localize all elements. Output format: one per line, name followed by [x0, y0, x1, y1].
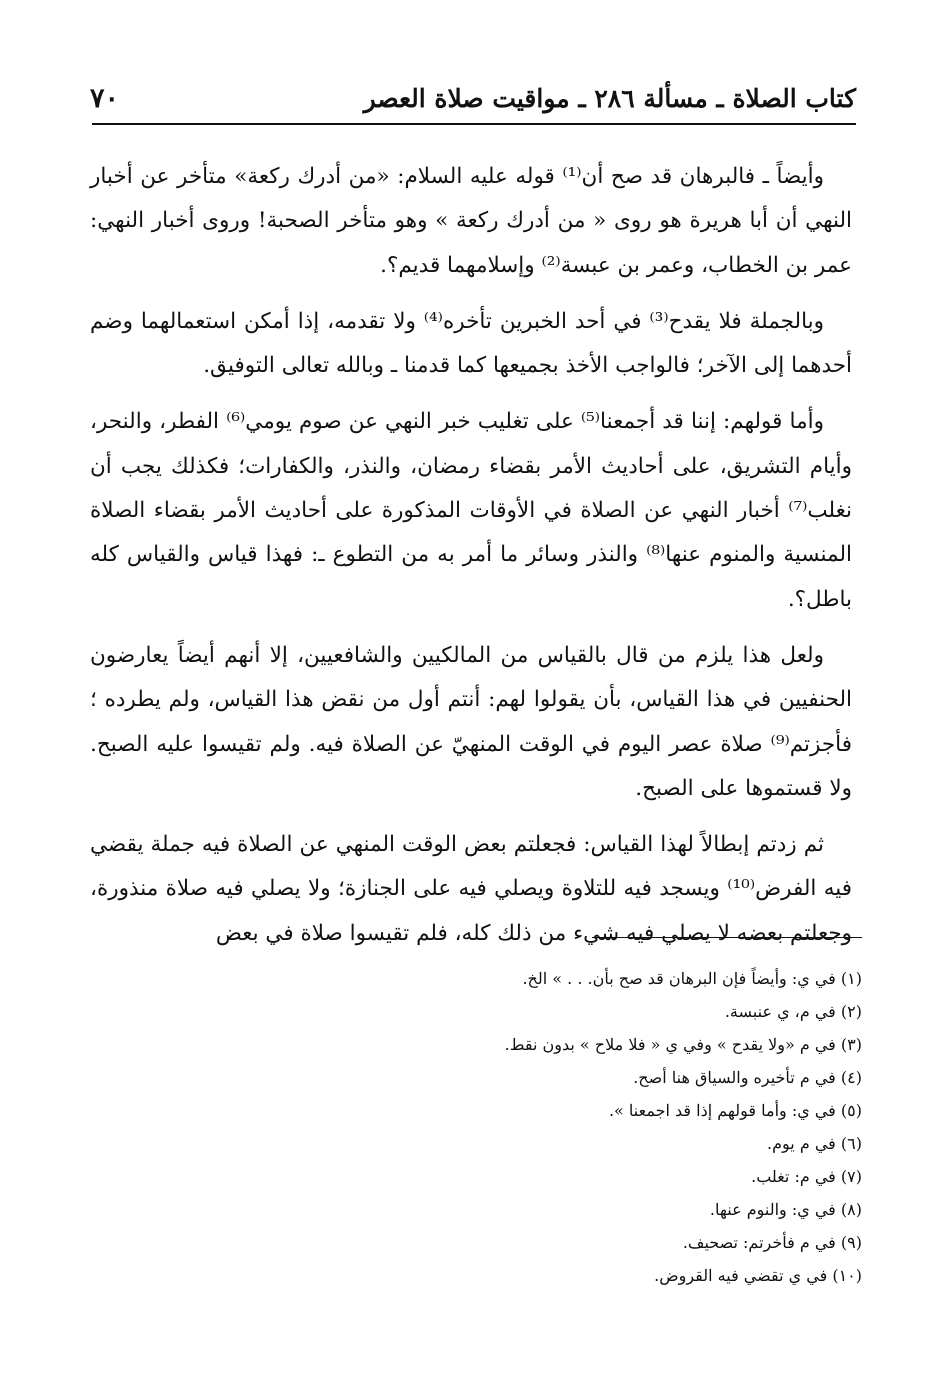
paragraph: ثم زدتم إبطالاً لهذا القياس: فجعلتم بعض الوقت المنهي عن الصلاة فيه جملة يقضي فيه الفرض⁽¹⁰⁾ ويسجد فيه للتلاوة ويصلي فيه على الجنازة؛ ولا يصلي فيه صلاة منذورة، وجعلتم بعضه لا يصلي فيه شيء من ذلك كله، فلم تقيسوا صلاة في بعض [90, 832, 852, 946]
footnote: (٨) في ي: والنوم عنها. [709, 1200, 862, 1219]
footnotes [302, 962, 862, 1292]
header-rule [92, 123, 856, 125]
footnote: (٣) في م «ولا يقدح » وفي ي « فلا ملاح » بدون نقط. [504, 1035, 862, 1054]
paragraph: وبالجملة فلا يقدح⁽³⁾ في أحد الخبرين تأخره⁽⁴⁾ ولا تقدمه، إذا أمكن استعمالهما وضم أحدهما إلى الآخر؛ فالواجب الأخذ بجميعها كما قدمنا ـ وبالله تعالى التوفيق. [90, 308, 852, 379]
paragraph: ولعل هذا يلزم من قال بالقياس من المالكيين والشافعيين، إلا أنهم أيضاً يعارضون الحنفيين في هذا القياس، بأن يقولوا لهم: أنتم أول من نقض هذا القياس، ولم يطرده ؛ فأجزتم⁽⁹⁾ صلاة عصر اليوم في الوقت المنهيّ عن الصلاة فيه. ولم تقيسوا عليه الصبح. ولا قستموها على الصبح. [90, 642, 852, 801]
paragraph: وأيضاً ـ فالبرهان قد صح أن⁽¹⁾ قوله عليه السلام: «من أدرك ركعة» متأخر عن أخبار النهي أن أبا هريرة هو روى « من أدرك ركعة » وهو متأخر الصحبة! وروى أخبار النهي: عمر بن الخطاب، وعمر بن عبسة⁽²⁾ وإسلامهما قديم؟. [90, 164, 852, 278]
page-header [90, 78, 856, 118]
footnote: (٥) في ي: وأما قولهم إذا قد اجمعنا ». [608, 1101, 862, 1120]
footnote: (٢) في م، ي عنبسة. [724, 1002, 862, 1021]
page-number: ٧٠ [90, 82, 120, 114]
footnote: (٧) في م: تغلب. [751, 1167, 862, 1186]
paragraph: وأما قولهم: إننا قد أجمعنا⁽⁵⁾ على تغليب خبر النهي عن صوم يومي⁽⁶⁾ الفطر، والنحر، وأيام التشريق، على أحاديث الأمر بقضاء رمضان، والنذر، والكفارات؛ فكذلك يجب أن نغلب⁽⁷⁾ أخبار النهي عن الصلاة في الأوقات المذكورة على أحاديث الأمر بقضاء الصلاة المنسية والمنوم عنها⁽⁸⁾ والنذر وسائر ما أمر به من التطوع ـ: فهذا قياس والقياس كله باطل؟. [90, 409, 852, 612]
footnote-separator [592, 937, 862, 938]
footnote: (١) في ي: وأيضاً فإن البرهان قد صح بأن. . . » الخ. [522, 969, 862, 988]
footnote: (٤) في م تأخيره والسياق هنا أصح. [633, 1068, 862, 1087]
footnote: (٩) في م فأخرتم: تصحيف. [682, 1233, 862, 1252]
main-text [90, 155, 852, 968]
running-title: كتاب الصلاة ـ مسألة ٢٨٦ ـ مواقيت صلاة العصر [363, 83, 856, 113]
footnote: (١٠) في ي تقضي فيه القروض. [654, 1266, 862, 1285]
footnote: (٦) في م يوم. [767, 1134, 862, 1153]
